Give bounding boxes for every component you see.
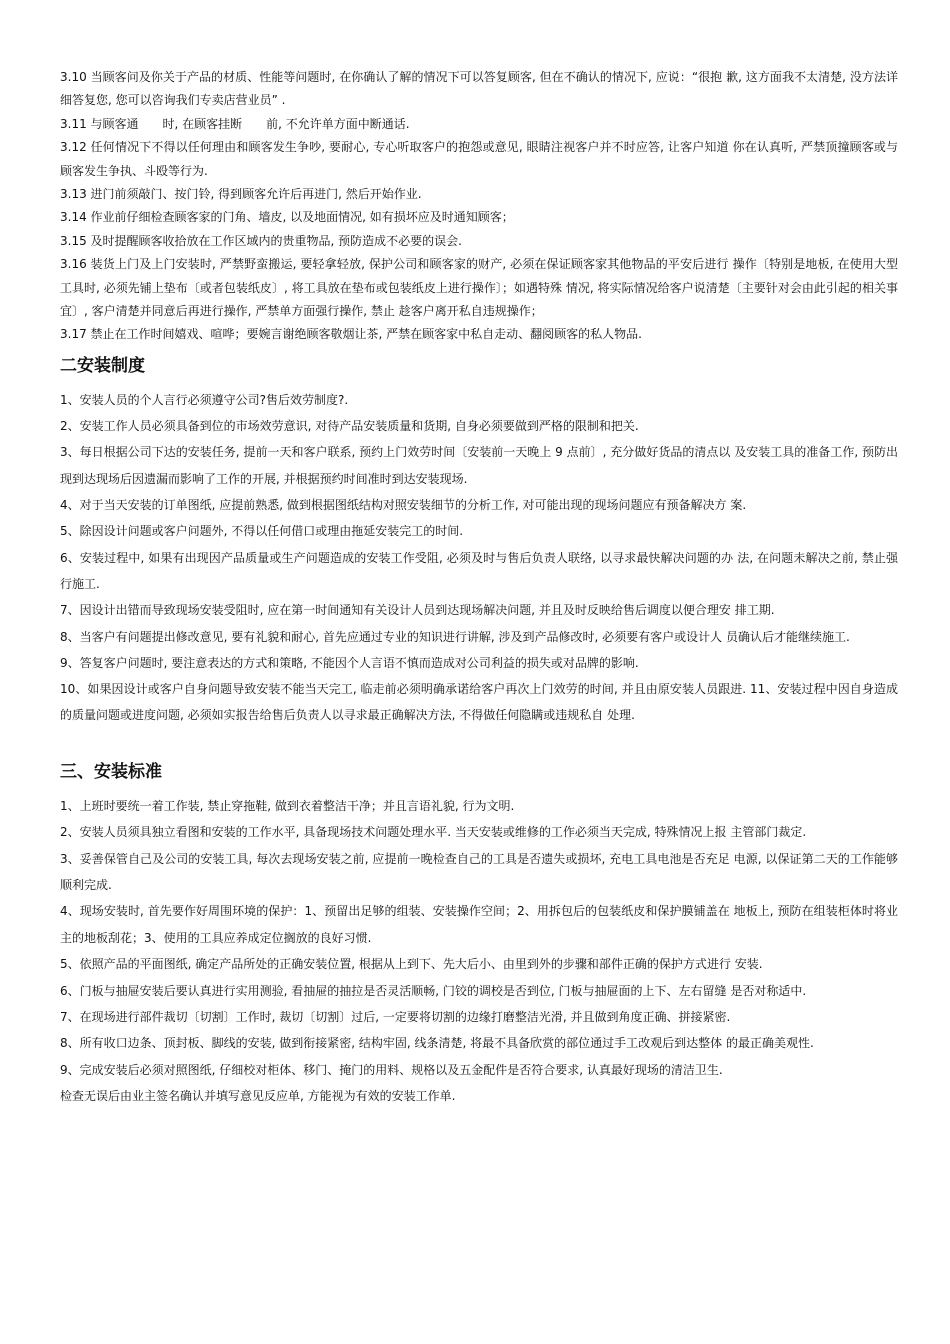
section-heading-install-rules: 二安装制度 [60,355,145,376]
standard-item: 9、完成安装后必须对照图纸, 仔细校对柜体、移门、掩门的用料、规格以及五金配件是否符合要求, 认真最好现场的清洁卫生. [60,1062,723,1077]
standard-item: 4、现场安装时, 首先要作好周围环境的保护：1、预留出足够的组装、安装操作空间；2、用拆包后的包装纸皮和保护膜铺盖在 地板上, 预防在组装柜体时将业主的地板刮花；3、使用的工具应养成定位搁放的良好习惯. [60,904,898,945]
rule-item: 6、安装过程中, 如果有出现因产品质量或生产问题造成的安装工作受阻, 必须及时与售后负责人联络, 以寻求最快解决问题的办 法, 在问题未解决之前, 禁止强行施工. [60,550,898,591]
standard-item: 2、安装人员须具独立看图和安装的工作水平, 具备现场技术问题处理水平. 当天安装或维修的工作必须当天完成, 特殊情况上报 主管部门裁定. [60,825,807,840]
standard-item: 5、依照产品的平面图纸, 确定产品所处的正确安装位置, 根据从上到下、先大后小、由里到外的步骤和部件正确的保护方式进行 安装. [60,957,763,972]
rule-item: 2、安装工作人员必须具备到位的市场效劳意识, 对待产品安装质量和货期, 自身必须要做到严格的限制和把关. [60,419,639,434]
standard-item: 8、所有收口边条、顶封板、脚线的安装, 做到衔接紧密, 结构牢固, 线条清楚, 将最不具备欣赏的部位通过手工改观后到达整体 的最正确美观性. [60,1036,814,1051]
document-page [60,66,898,1110]
section-heading-install-standard: 三、安装标准 [60,761,162,782]
section-install-rules [60,387,898,729]
rule-item: 5、除因设计问题或客户问题外, 不得以任何借口或理由拖延安装完工的时间. [60,524,464,539]
section-install-standard [60,793,898,1110]
rule-item: 1、安装人员的个人言行必须遵守公司?售后效劳制度?. [60,392,349,407]
paragraph-3-15: 3.15 及时提醒顾客收拾放在工作区域内的贵重物品, 预防造成不必要的误会. [60,233,462,248]
standard-item: 6、门板与抽屉安装后要认真进行实用测验, 看抽屉的抽拉是否灵活顺畅, 门铰的调校是否到位, 门板与抽屉面的上下、左右留缝 是否对称适中. [60,983,807,998]
standard-item: 7、在现场进行部件裁切〔切割〕工作时, 裁切〔切割〕过后, 一定要将切割的边缘打磨整洁光滑, 并且做到角度正确、拼接紧密. [60,1009,731,1024]
standard-item: 3、妥善保管自己及公司的安装工具, 每次去现场安装之前, 应提前一晚检查自己的工具是否遗失或损坏, 充电工具电池是否充足 电源, 以保证第二天的工作能够顺利完成. [60,851,898,892]
rule-item: 10、如果因设计或客户自身问题导致安装不能当天完工, 临走前必须明确承诺给客户再次上门效劳的时间, 并且由原安装人员跟进. 11、安装过程中因自身造成的质量问题或进度问题, 必须如实报告给售后负责人以寻求最正确解决方法, 不得做任何隐瞒或违规私自 处理. [60,682,898,723]
paragraph-3-16: 3.16 装货上门及上门安装时, 严禁野蛮搬运, 要轻拿轻放, 保护公司和顾客家的财产, 必须在保证顾客家其他物品的平安后进行 操作〔特别是地板, 在使用大型工具时, 必须先铺上垫布〔或者包装纸皮〕, 将工具放在垫布或包装纸皮上进行操作〕；如遇特殊 情况, 将实际情况给客户说清楚〔主要针对会由此引起的相关事宜〕, 客户清楚并同意后再进行操作, 严禁单方面强行操作, 禁止 趁客户离开私自违规操作； [60,257,898,319]
paragraph-3-14: 3.14 作业前仔细检查顾客家的门角、墙皮, 以及地面情况, 如有损坏应及时通知顾客； [60,210,514,225]
section-conduct [60,66,898,347]
paragraph-3-11: 3.11 与顾客通 时, 在顾客挂断 前, 不允许单方面中断通话. [60,116,410,131]
paragraph-3-12: 3.12 任何情况下不得以任何理由和顾客发生争吵, 要耐心, 专心听取客户的抱怨或意见, 眼睛注视客户并不时应答, 让客户知道 你在认真听, 严禁顶撞顾客或与顾客发生争执、斗殴等行为. [60,140,898,178]
paragraph-3-13: 3.13 进门前须敲门、按门铃, 得到顾客允许后再进门, 然后开始作业. [60,187,422,202]
rule-item: 7、因设计出错而导致现场安装受阻时, 应在第一时间通知有关设计人员到达现场解决问题, 并且及时反映给售后调度以便合理安 排工期. [60,603,775,618]
closing-note: 检查无误后由业主签名确认并填写意见反应单, 方能视为有效的安装工作单. [60,1089,456,1104]
paragraph-3-17: 3.17 禁止在工作时间嬉戏、喧哗；要婉言谢绝顾客敬烟让茶, 严禁在顾客家中私自走动、翻阅顾客的私人物品. [60,327,642,342]
standard-item: 1、上班时要统一着工作装, 禁止穿拖鞋, 做到衣着整洁干净；并且言语礼貌, 行为文明. [60,798,515,813]
rule-item: 4、对于当天安装的订单图纸, 应提前熟悉, 做到根据图纸结构对照安装细节的分析工作, 对可能出现的现场问题应有预备解决方 案. [60,498,747,513]
paragraph-3-10: 3.10 当顾客问及你关于产品的材质、性能等问题时, 在你确认了解的情况下可以答复顾客, 但在不确认的情况下, 应说：“很抱 歉, 这方面我不太清楚, 没方法详细答复您, 您可以咨询我们专卖店营业员” . [60,70,898,108]
rule-item: 3、每日根据公司下达的安装任务, 提前一天和客户联系, 预约上门效劳时间〔安装前一天晚上 9 点前〕, 充分做好货品的清点以 及安装工具的准备工作, 预防出现到达现场后因遗漏而影响了工作的开展, 并根据预约时间准时到达安装现场. [60,445,898,486]
rule-item: 9、答复客户问题时, 要注意表达的方式和策略, 不能因个人言语不慎而造成对公司利益的损失或对品牌的影响. [60,655,639,670]
rule-item: 8、当客户有问题提出修改意见, 要有礼貌和耐心, 首先应通过专业的知识进行讲解, 涉及到产品修改时, 必须要有客户或设计人 员确认后才能继续施工. [60,629,850,644]
